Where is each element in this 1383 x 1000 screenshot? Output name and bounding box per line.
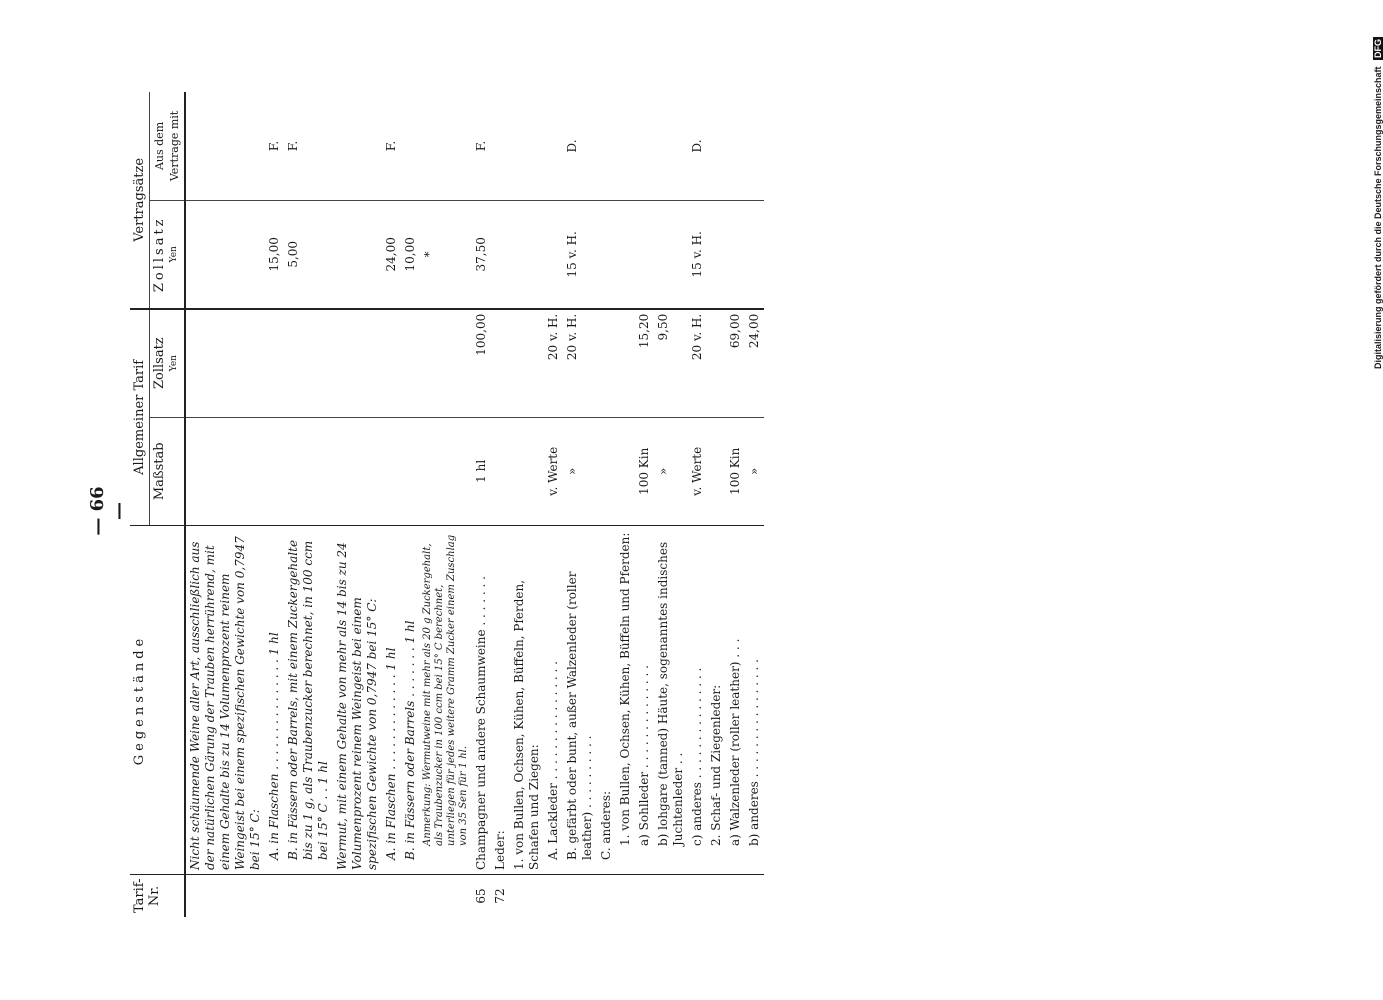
vertrag-mit-cell bbox=[745, 92, 764, 200]
tarif-nr-cell bbox=[563, 875, 597, 918]
vertragssatz-cell: 15 v. H. bbox=[563, 200, 597, 308]
dfg-credit bbox=[1372, 8, 1383, 388]
header-aus-dem-vertrage: Aus dem Vertrage mit bbox=[150, 92, 186, 200]
tarif-nr-cell bbox=[333, 875, 382, 918]
vertragssatz-cell bbox=[635, 200, 654, 308]
header-zollsatz bbox=[150, 309, 186, 417]
vertrag-mit-cell: F. bbox=[474, 140, 488, 152]
vertrag-mit-cell bbox=[333, 92, 382, 200]
vertrag-mit-cell bbox=[510, 92, 544, 200]
zollsatz-cell: 15,20 bbox=[635, 309, 654, 417]
tariff-row bbox=[707, 92, 726, 917]
massstab-cell bbox=[401, 417, 420, 525]
gegenstand-cell: Nicht schäumende Weine aller Art, ausschließlich aus der natürlichen Gärung der Trauben herrührend, mit einem Gehalte bis zu 14 Volumenprozent reinem Weingeist bei einem spezifischen Gewichte von 0,7947 bei 15° C: bbox=[185, 526, 265, 875]
massstab-cell bbox=[420, 417, 472, 525]
header-gegenstaende: Gegenstände bbox=[130, 526, 185, 875]
tarif-nr-cell bbox=[688, 875, 707, 918]
massstab-cell: » bbox=[654, 417, 688, 525]
tarif-nr-cell bbox=[185, 875, 265, 918]
vertrag-mit-cell bbox=[544, 92, 563, 200]
gegenstand-cell: B. in Fässern oder Barrels . . . . . . . 1 hl bbox=[401, 526, 420, 875]
tarif-nr-cell bbox=[635, 875, 654, 918]
vertragssatz-cell bbox=[597, 200, 616, 308]
gegenstand-cell: A. Lackleder . . . . . . . . . . . . . . . . bbox=[544, 526, 563, 875]
zollsatz-cell bbox=[284, 309, 333, 417]
tariff-row bbox=[401, 92, 420, 917]
zollsatz-cell bbox=[707, 309, 726, 417]
zollsatz-cell: 9,50 bbox=[654, 309, 688, 417]
tariff-row bbox=[544, 92, 563, 917]
vertragssatz-cell bbox=[654, 200, 688, 308]
zollsatz-cell bbox=[185, 309, 265, 417]
gegenstand-cell: Leder: bbox=[491, 526, 510, 875]
massstab-cell bbox=[597, 417, 616, 525]
header-massstab bbox=[150, 417, 186, 525]
header-allgemeiner-tarif: Allgemeiner Tarif bbox=[130, 309, 150, 526]
vertragssatz-cell bbox=[616, 200, 635, 308]
vertrag-mit-cell bbox=[707, 92, 726, 200]
gegenstand-cell: 1. von Bullen, Ochsen, Kühen, Büffeln, Pferden, Schafen und Ziegen: bbox=[510, 526, 544, 875]
gegenstand-cell: a) Walzenleder (roller leather) . . . bbox=[726, 526, 745, 875]
gegenstand-cell: B. in Fässern oder Barrels, mit einem Zuckergehalte bis zu 1 g, als Traubenzucker berechnet, in 100 ccm bei 15° C . . 1 hl bbox=[284, 526, 333, 875]
tarif-nr-cell bbox=[382, 875, 401, 918]
vertrag-mit-cell bbox=[726, 92, 745, 200]
gegenstand-cell: Champagner und andere Schaumweine . . . . . . . bbox=[472, 526, 491, 875]
zollsatz-cell bbox=[491, 309, 510, 417]
header-zollsatz-vertrag bbox=[150, 200, 186, 308]
vertragssatz-cell: 10,00 bbox=[401, 200, 420, 308]
zollsatz-cell: 100,00 bbox=[472, 309, 491, 417]
zollsatz-cell: 20 v. H. bbox=[688, 309, 707, 417]
gegenstand-cell: C. anderes: bbox=[597, 526, 616, 875]
tariff-row bbox=[185, 92, 265, 917]
tarif-nr-cell bbox=[616, 875, 635, 918]
tarif-nr-cell bbox=[284, 875, 333, 918]
massstab-cell bbox=[707, 417, 726, 525]
gegenstand-cell: b) lohgare (tanned) Häute, sogenanntes indisches Juchtenleder . . bbox=[654, 526, 688, 875]
tariff-row bbox=[726, 92, 745, 917]
vertragssatz-cell bbox=[707, 200, 726, 308]
tarif-nr-cell bbox=[654, 875, 688, 918]
zollsatz-cell bbox=[616, 309, 635, 417]
tariff-row bbox=[420, 92, 472, 917]
tariff-row bbox=[654, 92, 688, 917]
zollsatz-cell bbox=[401, 309, 420, 417]
tarif-nr-cell bbox=[745, 875, 764, 918]
tarif-nr-cell: 65 bbox=[472, 875, 491, 918]
tariff-row bbox=[265, 92, 284, 917]
tariff-sheet bbox=[130, 92, 1220, 917]
zollsatz-cell bbox=[265, 309, 284, 417]
zollsatz-cell bbox=[382, 309, 401, 417]
vertrag-mit-cell bbox=[597, 92, 616, 200]
vertragssatz-cell bbox=[491, 200, 510, 308]
page-number: — 66 — bbox=[87, 486, 129, 536]
massstab-cell bbox=[265, 417, 284, 525]
massstab-cell: 1 hl bbox=[472, 417, 491, 525]
vertragssatz-cell: 37,50 bbox=[472, 200, 491, 308]
tarif-nr-cell bbox=[726, 875, 745, 918]
massstab-cell bbox=[284, 417, 333, 525]
tariff-table-container bbox=[130, 92, 1220, 917]
gegenstand-cell: 2. Schaf- und Ziegenleder: bbox=[707, 526, 726, 875]
vertrag-mit-cell: D. bbox=[690, 139, 704, 153]
zollsatz-cell bbox=[420, 309, 472, 417]
vertragssatz-cell: 15,00 bbox=[265, 200, 284, 308]
zollsatz-cell bbox=[597, 309, 616, 417]
vertrag-mit-cell: F. bbox=[384, 140, 398, 152]
tariff-row bbox=[635, 92, 654, 917]
vertragssatz-cell bbox=[726, 200, 745, 308]
vertrag-mit-cell bbox=[635, 92, 654, 200]
tariff-table bbox=[130, 92, 764, 917]
tariff-row bbox=[284, 92, 333, 917]
tarif-nr-cell bbox=[420, 875, 472, 918]
massstab-cell bbox=[185, 417, 265, 525]
dfg-credit-text bbox=[1373, 13, 1383, 393]
massstab-cell: » bbox=[745, 417, 764, 525]
massstab-cell bbox=[382, 417, 401, 525]
header-zollsatz-label: Zollsatz bbox=[152, 337, 167, 390]
tarif-nr-cell bbox=[510, 875, 544, 918]
massstab-cell bbox=[491, 417, 510, 525]
tariff-row bbox=[616, 92, 635, 917]
vertrag-mit-cell bbox=[420, 92, 472, 200]
tariff-row bbox=[472, 92, 491, 917]
vertrag-mit-cell bbox=[654, 92, 688, 200]
tarif-nr-cell bbox=[597, 875, 616, 918]
vertragssatz-cell bbox=[544, 200, 563, 308]
massstab-cell bbox=[510, 417, 544, 525]
massstab-cell bbox=[616, 417, 635, 525]
tariff-row bbox=[688, 92, 707, 917]
vertragssatz-cell bbox=[185, 200, 265, 308]
vertrag-mit-cell: F. bbox=[267, 140, 281, 152]
tariff-row bbox=[510, 92, 544, 917]
gegenstand-cell: B. gefärbt oder bunt, außer Walzenleder (roller leather) . . . . . . . . . . bbox=[563, 526, 597, 875]
tarif-nr-cell bbox=[707, 875, 726, 918]
vertragssatz-cell: * bbox=[420, 200, 472, 308]
vertrag-mit-cell bbox=[491, 92, 510, 200]
tariff-rows bbox=[185, 92, 764, 917]
massstab-cell bbox=[333, 417, 382, 525]
tariff-row bbox=[745, 92, 764, 917]
zollsatz-cell: 24,00 bbox=[745, 309, 764, 417]
vertrag-mit-cell bbox=[401, 92, 420, 200]
header-unit-yen: Yen bbox=[169, 355, 179, 372]
tariff-row bbox=[491, 92, 510, 917]
zollsatz-cell bbox=[510, 309, 544, 417]
massstab-cell: » bbox=[563, 417, 597, 525]
vertrag-mit-cell bbox=[185, 92, 265, 200]
massstab-cell: 100 Kin bbox=[635, 417, 654, 525]
tarif-nr-cell bbox=[401, 875, 420, 918]
tariff-row bbox=[382, 92, 401, 917]
zollsatz-cell bbox=[333, 309, 382, 417]
tarif-nr-cell bbox=[544, 875, 563, 918]
gegenstand-cell: A. in Flaschen . . . . . . . . . . . . . 1 hl bbox=[382, 526, 401, 875]
gegenstand-cell: A. in Flaschen . . . . . . . . . . . . . . . 1 hl bbox=[265, 526, 284, 875]
header-tarif-nr: Tarif-Nr. bbox=[130, 875, 185, 918]
zollsatz-cell: 20 v. H. bbox=[563, 309, 597, 417]
vertragssatz-cell: 5,00 bbox=[284, 200, 333, 308]
massstab-cell: 100 Kin bbox=[726, 417, 745, 525]
tariff-row bbox=[333, 92, 382, 917]
gegenstand-cell: a) Sohlleder . . . . . . . . . . . . . . bbox=[635, 526, 654, 875]
dfg-credit-label: Digitalisierung gefördert durch die Deutsche Forschungsgemeinschaft bbox=[1373, 66, 1383, 370]
tariff-row bbox=[563, 92, 597, 917]
zollsatz-cell: 69,00 bbox=[726, 309, 745, 417]
vertragssatz-cell bbox=[745, 200, 764, 308]
gegenstand-cell: Anmerkung: Wermutweine mit mehr als 20 g Zuckergehalt, als Traubenzucker in 100 ccm bei 15° C berechnet, unterliegen für jedes weitere Gramm Zucker einem Zuschlag von 35 Sen für 1 hl. bbox=[420, 526, 472, 875]
header-unit-yen-2: Yen bbox=[169, 246, 179, 263]
vertrag-mit-cell: F. bbox=[286, 140, 300, 152]
gegenstand-cell: 1. von Bullen, Ochsen, Kühen, Büffeln und Pferden: bbox=[616, 526, 635, 875]
gegenstand-cell: Wermut, mit einem Gehalte von mehr als 14 bis zu 24 Volumenprozent reinem Weingeist bei einem spezifischen Gewichte von 0,7947 bei 15° C: bbox=[333, 526, 382, 875]
gegenstand-cell: c) anderes . . . . . . . . . . . . . . . bbox=[688, 526, 707, 875]
tarif-nr-cell: 72 bbox=[491, 875, 510, 918]
header-zollsatz-vertrag-label: Zollsatz bbox=[152, 216, 167, 293]
vertragssatz-cell bbox=[333, 200, 382, 308]
vertragssatz-cell: 24,00 bbox=[382, 200, 401, 308]
gegenstand-cell: b) anderes . . . . . . . . . . . . . . . . bbox=[745, 526, 764, 875]
vertrag-mit-cell: D. bbox=[565, 139, 579, 153]
zollsatz-cell: 20 v. H. bbox=[544, 309, 563, 417]
vertragssatz-cell: 15 v. H. bbox=[688, 200, 707, 308]
tarif-nr-cell bbox=[265, 875, 284, 918]
massstab-cell: v. Werte bbox=[688, 417, 707, 525]
vertragssatz-cell bbox=[510, 200, 544, 308]
vertrag-mit-cell bbox=[616, 92, 635, 200]
tariff-row bbox=[597, 92, 616, 917]
dfg-logo: DFG bbox=[1373, 38, 1383, 58]
massstab-cell: v. Werte bbox=[544, 417, 563, 525]
header-massstab-label: Maßstab bbox=[152, 442, 167, 501]
header-vertragssaetze: Vertragsätze bbox=[130, 92, 150, 309]
